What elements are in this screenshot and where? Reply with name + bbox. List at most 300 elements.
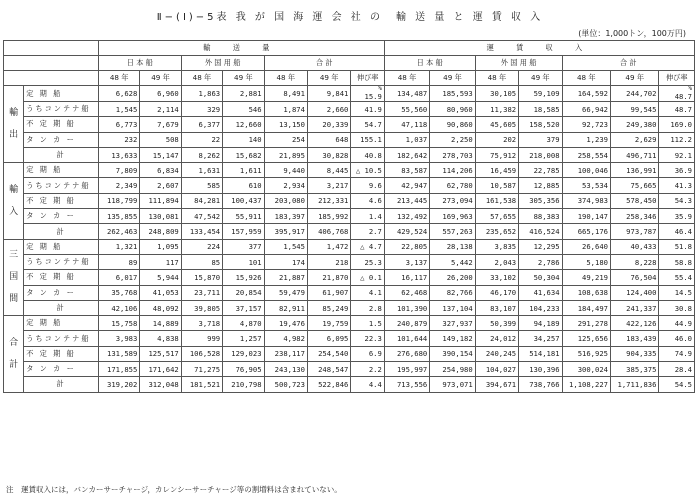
value-cell: 30,105 — [475, 86, 518, 102]
value-cell: 181,521 — [181, 377, 222, 392]
value-cell: 53,534 — [562, 178, 610, 193]
value-cell: 3,835 — [475, 239, 518, 254]
value-cell: 254 — [264, 132, 307, 147]
value-cell: 224 — [181, 239, 222, 254]
value-cell: 39,805 — [181, 300, 222, 315]
growth-value: 48.7 — [674, 92, 692, 101]
row-label: 不 定 期 船 — [24, 193, 99, 208]
value-cell: 2,786 — [519, 254, 562, 269]
value-cell: 125,517 — [140, 346, 181, 361]
value-cell: 1,874 — [264, 102, 307, 117]
value-cell: 59,479 — [264, 285, 307, 300]
value-cell: 92,723 — [562, 117, 610, 132]
table-row — [4, 117, 695, 132]
value-cell: 16,117 — [384, 270, 429, 285]
value-cell: 665,176 — [562, 224, 610, 239]
value-cell: 2,934 — [264, 178, 307, 193]
growth-cell: 155.1 — [351, 132, 384, 147]
value-cell: 3,137 — [384, 254, 429, 269]
value-cell: 1,545 — [264, 239, 307, 254]
growth-cell: 1.4 — [351, 209, 384, 224]
value-cell: 19,476 — [264, 316, 307, 331]
value-cell: 89 — [98, 254, 139, 269]
row-label: 計 — [24, 224, 99, 239]
growth-cell: 30.8 — [659, 300, 695, 315]
value-cell: 329 — [181, 102, 222, 117]
value-cell: 94,189 — [519, 316, 562, 331]
value-cell: 312,048 — [140, 377, 181, 392]
row-label: タ ン カ ー — [24, 285, 99, 300]
value-cell: 2,881 — [223, 86, 264, 102]
value-cell: 2,607 — [140, 178, 181, 193]
value-cell: 15,758 — [98, 316, 139, 331]
value-cell: 377 — [223, 239, 264, 254]
growth-cell: 25.3 — [351, 254, 384, 269]
value-cell: 75,912 — [475, 147, 518, 162]
value-cell: 106,528 — [181, 346, 222, 361]
growth-cell — [659, 86, 695, 102]
value-cell: 973,071 — [430, 377, 475, 392]
percent-mark: % — [688, 85, 692, 92]
growth-cell: 4.4 — [351, 377, 384, 392]
value-cell: 101,390 — [384, 300, 429, 315]
growth-cell: 54.7 — [351, 117, 384, 132]
value-cell: 278,703 — [430, 147, 475, 162]
value-cell: 183,397 — [264, 209, 307, 224]
table-row — [4, 132, 695, 147]
table-row — [4, 316, 695, 331]
value-cell: 1,108,227 — [562, 377, 610, 392]
value-cell: 243,130 — [264, 362, 307, 377]
value-cell: 140 — [223, 132, 264, 147]
value-cell: 5,944 — [140, 270, 181, 285]
section-label-char: 間 — [9, 294, 19, 305]
growth-cell: 48.7 — [659, 102, 695, 117]
value-cell: 26,640 — [562, 239, 610, 254]
value-cell: 202 — [475, 132, 518, 147]
section-label — [4, 239, 24, 315]
value-cell: 104,027 — [475, 362, 518, 377]
section-label — [4, 163, 24, 239]
value-cell: 500,723 — [264, 377, 307, 392]
year-header: 48 年 — [98, 71, 139, 86]
value-cell: 61,907 — [307, 285, 350, 300]
value-cell: 37,157 — [223, 300, 264, 315]
value-cell: 40,433 — [611, 239, 659, 254]
table-row — [4, 163, 695, 178]
value-cell: 508 — [140, 132, 181, 147]
year-header: 48 年 — [181, 71, 222, 86]
value-cell: 4,870 — [223, 316, 264, 331]
value-cell: 9,841 — [307, 86, 350, 102]
row-label: タ ン カ ー — [24, 362, 99, 377]
value-cell: 41,634 — [519, 285, 562, 300]
value-cell: 26,200 — [430, 270, 475, 285]
corner-cell — [4, 41, 99, 56]
value-cell: 84,281 — [181, 193, 222, 208]
value-cell: 135,855 — [98, 209, 139, 224]
value-cell: 134,487 — [384, 86, 429, 102]
section-group — [4, 86, 695, 163]
value-cell: 262,463 — [98, 224, 139, 239]
value-cell: 82,766 — [430, 285, 475, 300]
section-group — [4, 163, 695, 239]
row-label: 定 期 船 — [24, 239, 99, 254]
row-label: 不 定 期 船 — [24, 117, 99, 132]
value-cell: 3,217 — [307, 178, 350, 193]
value-cell: 195,997 — [384, 362, 429, 377]
value-cell: 713,556 — [384, 377, 429, 392]
corner-cell — [4, 56, 99, 71]
value-cell: 88,383 — [519, 209, 562, 224]
value-cell: 2,349 — [98, 178, 139, 193]
growth-cell: 92.1 — [659, 147, 695, 162]
section-label — [4, 316, 24, 392]
value-cell: 610 — [223, 178, 264, 193]
value-cell: 22,785 — [519, 163, 562, 178]
value-cell: 20,339 — [307, 117, 350, 132]
growth-cell: 2.7 — [351, 224, 384, 239]
value-cell: 42,106 — [98, 300, 139, 315]
value-cell: 578,450 — [611, 193, 659, 208]
table-row — [4, 377, 695, 392]
value-cell: 124,400 — [611, 285, 659, 300]
value-cell: 15,682 — [223, 147, 264, 162]
value-cell: 55,560 — [384, 102, 429, 117]
value-cell: 104,233 — [519, 300, 562, 315]
value-cell: 164,592 — [562, 86, 610, 102]
value-cell: 33,102 — [475, 270, 518, 285]
value-cell: 390,154 — [430, 346, 475, 361]
year-header: 48 年 — [384, 71, 429, 86]
section-label-char: 輸 — [9, 184, 19, 195]
value-cell: 235,652 — [475, 224, 518, 239]
year-header: 48 年 — [562, 71, 610, 86]
table-row — [4, 193, 695, 208]
value-cell: 190,147 — [562, 209, 610, 224]
value-cell: 1,239 — [562, 132, 610, 147]
section-label-char: 出 — [9, 130, 19, 141]
value-cell: 395,917 — [264, 224, 307, 239]
value-cell: 1,631 — [181, 163, 222, 178]
value-cell: 50,399 — [475, 316, 518, 331]
section-label-char: 計 — [9, 359, 19, 370]
growth-header: 伸び率 — [351, 71, 384, 86]
value-cell: 131,589 — [98, 346, 139, 361]
value-cell: 184,497 — [562, 300, 610, 315]
value-cell: 21,870 — [307, 270, 350, 285]
growth-cell: 58.8 — [659, 254, 695, 269]
value-cell: 273,094 — [430, 193, 475, 208]
growth-value: 15.9 — [364, 92, 382, 101]
growth-cell: 2.8 — [351, 300, 384, 315]
value-cell: 1,257 — [223, 331, 264, 346]
value-cell: 546 — [223, 102, 264, 117]
value-cell: 75,665 — [611, 178, 659, 193]
growth-cell: 22.3 — [351, 331, 384, 346]
value-cell: 241,337 — [611, 300, 659, 315]
value-cell: 379 — [519, 132, 562, 147]
value-cell: 16,459 — [475, 163, 518, 178]
year-header: 48 年 — [475, 71, 518, 86]
value-cell: 182,642 — [384, 147, 429, 162]
table-row — [4, 270, 695, 285]
value-cell: 374,983 — [562, 193, 610, 208]
growth-cell: 41.9 — [351, 102, 384, 117]
value-cell: 15,926 — [223, 270, 264, 285]
value-cell: 212,331 — [307, 193, 350, 208]
growth-cell: 74.9 — [659, 346, 695, 361]
unit-label: (単位：1,000トン，100万円) — [578, 29, 686, 38]
value-cell: 6,773 — [98, 117, 139, 132]
value-cell: 6,628 — [98, 86, 139, 102]
table-row — [4, 178, 695, 193]
value-cell: 55,911 — [223, 209, 264, 224]
year-header: 49 年 — [140, 71, 181, 86]
growth-cell: 4.1 — [351, 285, 384, 300]
value-cell: 46,170 — [475, 285, 518, 300]
value-cell: 62,468 — [384, 285, 429, 300]
section-label-char: 輸 — [9, 108, 19, 119]
value-cell: 12,295 — [519, 239, 562, 254]
row-label: 計 — [24, 377, 99, 392]
value-cell: 183,439 — [611, 331, 659, 346]
value-cell: 1,545 — [98, 102, 139, 117]
value-cell: 13,150 — [264, 117, 307, 132]
value-cell: 66,942 — [562, 102, 610, 117]
value-cell: 258,346 — [611, 209, 659, 224]
value-cell: 2,629 — [611, 132, 659, 147]
value-cell: 203,080 — [264, 193, 307, 208]
footnote: 注 運賃収入には，バンカーサーチャージ，カレンシーサーチャージ等の割増料は含まれていない。 — [6, 485, 342, 494]
revenue-header: 運 賃 収 入 — [384, 41, 694, 56]
value-cell: 137,104 — [430, 300, 475, 315]
value-cell: 210,798 — [223, 377, 264, 392]
value-cell: 34,257 — [519, 331, 562, 346]
value-cell: 406,768 — [307, 224, 350, 239]
section-group — [4, 239, 695, 315]
value-cell: 514,181 — [519, 346, 562, 361]
growth-cell: 55.4 — [659, 270, 695, 285]
row-label: うちコンテナ船 — [24, 331, 99, 346]
table-row — [4, 346, 695, 361]
growth-header: 伸び率 — [659, 71, 695, 86]
value-cell: 101,644 — [384, 331, 429, 346]
value-cell: 2,250 — [430, 132, 475, 147]
value-cell: 385,375 — [611, 362, 659, 377]
value-cell: 49,219 — [562, 270, 610, 285]
value-cell: 171,855 — [98, 362, 139, 377]
value-cell: 319,202 — [98, 377, 139, 392]
year-header: 48 年 — [264, 71, 307, 86]
value-cell: 6,377 — [181, 117, 222, 132]
section-label-char: 国 — [9, 272, 19, 283]
row-label: うちコンテナ船 — [24, 254, 99, 269]
year-header: 49 年 — [430, 71, 475, 86]
table-row — [4, 224, 695, 239]
value-cell: 904,335 — [611, 346, 659, 361]
value-cell: 6,017 — [98, 270, 139, 285]
growth-cell: 2.2 — [351, 362, 384, 377]
section-label-char: 合 — [9, 337, 19, 348]
section-label-char: 三 — [9, 250, 19, 261]
value-cell: 185,593 — [430, 86, 475, 102]
value-cell: 35,768 — [98, 285, 139, 300]
value-cell: 30,828 — [307, 147, 350, 162]
value-cell: 11,382 — [475, 102, 518, 117]
value-cell: 14,889 — [140, 316, 181, 331]
value-cell: 1,711,836 — [611, 377, 659, 392]
growth-cell: 9.6 — [351, 178, 384, 193]
value-cell: 394,671 — [475, 377, 518, 392]
row-label: 計 — [24, 300, 99, 315]
row-label: 定 期 船 — [24, 163, 99, 178]
growth-cell: 40.8 — [351, 147, 384, 162]
value-cell: 429,524 — [384, 224, 429, 239]
row-label: 定 期 船 — [24, 316, 99, 331]
revenue-foreign-header: 外 国 用 船 — [475, 56, 562, 71]
value-cell: 8,445 — [307, 163, 350, 178]
value-cell: 2,114 — [140, 102, 181, 117]
value-cell: 42,947 — [384, 178, 429, 193]
value-cell: 248,809 — [140, 224, 181, 239]
value-cell: 1,095 — [140, 239, 181, 254]
value-cell: 21,895 — [264, 147, 307, 162]
value-cell: 648 — [307, 132, 350, 147]
value-cell: 248,547 — [307, 362, 350, 377]
value-cell: 973,787 — [611, 224, 659, 239]
value-cell: 13,633 — [98, 147, 139, 162]
value-cell: 158,520 — [519, 117, 562, 132]
value-cell: 2,660 — [307, 102, 350, 117]
value-cell: 111,894 — [140, 193, 181, 208]
value-cell: 99,545 — [611, 102, 659, 117]
value-cell: 83,587 — [384, 163, 429, 178]
value-cell: 114,206 — [430, 163, 475, 178]
value-cell: 238,117 — [264, 346, 307, 361]
value-cell: 516,925 — [562, 346, 610, 361]
value-cell: 999 — [181, 331, 222, 346]
row-label: 定 期 船 — [24, 86, 99, 102]
value-cell: 19,759 — [307, 316, 350, 331]
value-cell: 12,660 — [223, 117, 264, 132]
row-label: うちコンテナ船 — [24, 102, 99, 117]
value-cell: 28,138 — [430, 239, 475, 254]
value-cell: 149,182 — [430, 331, 475, 346]
value-cell: 50,304 — [519, 270, 562, 285]
value-cell: 244,702 — [611, 86, 659, 102]
table-row — [4, 331, 695, 346]
growth-cell — [351, 86, 384, 102]
value-cell: 130,396 — [519, 362, 562, 377]
growth-cell: △ 0.1 — [351, 270, 384, 285]
growth-cell: △ 10.5 — [351, 163, 384, 178]
value-cell: 9,440 — [264, 163, 307, 178]
value-cell: 254,980 — [430, 362, 475, 377]
value-cell: 12,885 — [519, 178, 562, 193]
volume-foreign-header: 外 国 用 船 — [181, 56, 264, 71]
value-cell: 10,587 — [475, 178, 518, 193]
value-cell: 1,472 — [307, 239, 350, 254]
value-cell: 416,524 — [519, 224, 562, 239]
value-cell: 47,542 — [181, 209, 222, 224]
value-cell: 62,780 — [430, 178, 475, 193]
value-cell: 1,863 — [181, 86, 222, 102]
percent-mark: % — [378, 85, 382, 92]
value-cell: 254,540 — [307, 346, 350, 361]
value-cell: 557,263 — [430, 224, 475, 239]
value-cell: 522,846 — [307, 377, 350, 392]
row-label: 不 定 期 船 — [24, 346, 99, 361]
table-row — [4, 254, 695, 269]
value-cell: 4,838 — [140, 331, 181, 346]
table-row — [4, 147, 695, 162]
value-cell: 4,982 — [264, 331, 307, 346]
growth-cell: △ 4.7 — [351, 239, 384, 254]
growth-cell: 6.9 — [351, 346, 384, 361]
value-cell: 422,126 — [611, 316, 659, 331]
value-cell: 174 — [264, 254, 307, 269]
table-row — [4, 285, 695, 300]
table-row — [4, 209, 695, 224]
value-cell: 48,092 — [140, 300, 181, 315]
row-label: うちコンテナ船 — [24, 178, 99, 193]
value-cell: 47,118 — [384, 117, 429, 132]
growth-cell: 169.0 — [659, 117, 695, 132]
value-cell: 59,109 — [519, 86, 562, 102]
shipping-table — [3, 40, 695, 393]
value-cell: 23,711 — [181, 285, 222, 300]
value-cell: 85,249 — [307, 300, 350, 315]
value-cell: 232 — [98, 132, 139, 147]
volume-header: 輸 送 量 — [98, 41, 384, 56]
value-cell: 76,504 — [611, 270, 659, 285]
value-cell: 171,642 — [140, 362, 181, 377]
value-cell: 213,445 — [384, 193, 429, 208]
table-row — [4, 300, 695, 315]
value-cell: 1,321 — [98, 239, 139, 254]
value-cell: 15,147 — [140, 147, 181, 162]
growth-cell: 51.8 — [659, 239, 695, 254]
value-cell: 300,024 — [562, 362, 610, 377]
value-cell: 3,718 — [181, 316, 222, 331]
value-cell: 130,081 — [140, 209, 181, 224]
value-cell: 5,442 — [430, 254, 475, 269]
value-cell: 45,605 — [475, 117, 518, 132]
value-cell: 161,538 — [475, 193, 518, 208]
value-cell: 185,992 — [307, 209, 350, 224]
value-cell: 2,043 — [475, 254, 518, 269]
growth-cell: 46.0 — [659, 331, 695, 346]
value-cell: 90,860 — [430, 117, 475, 132]
value-cell: 6,960 — [140, 86, 181, 102]
growth-cell: 14.5 — [659, 285, 695, 300]
value-cell: 240,879 — [384, 316, 429, 331]
table-title: Ⅱ−(Ⅰ)−5表 我 が 国 海 運 会 社 の 輸 送 量 と 運 賃 収 入 — [156, 12, 544, 23]
value-cell: 15,870 — [181, 270, 222, 285]
value-cell: 18,585 — [519, 102, 562, 117]
value-cell: 218 — [307, 254, 350, 269]
table-row — [4, 86, 695, 102]
row-label: タ ン カ ー — [24, 209, 99, 224]
year-header: 49 年 — [307, 71, 350, 86]
year-header: 49 年 — [611, 71, 659, 86]
value-cell: 129,023 — [223, 346, 264, 361]
value-cell: 585 — [181, 178, 222, 193]
value-cell: 169,963 — [430, 209, 475, 224]
value-cell: 1,037 — [384, 132, 429, 147]
growth-cell: 54.3 — [659, 193, 695, 208]
